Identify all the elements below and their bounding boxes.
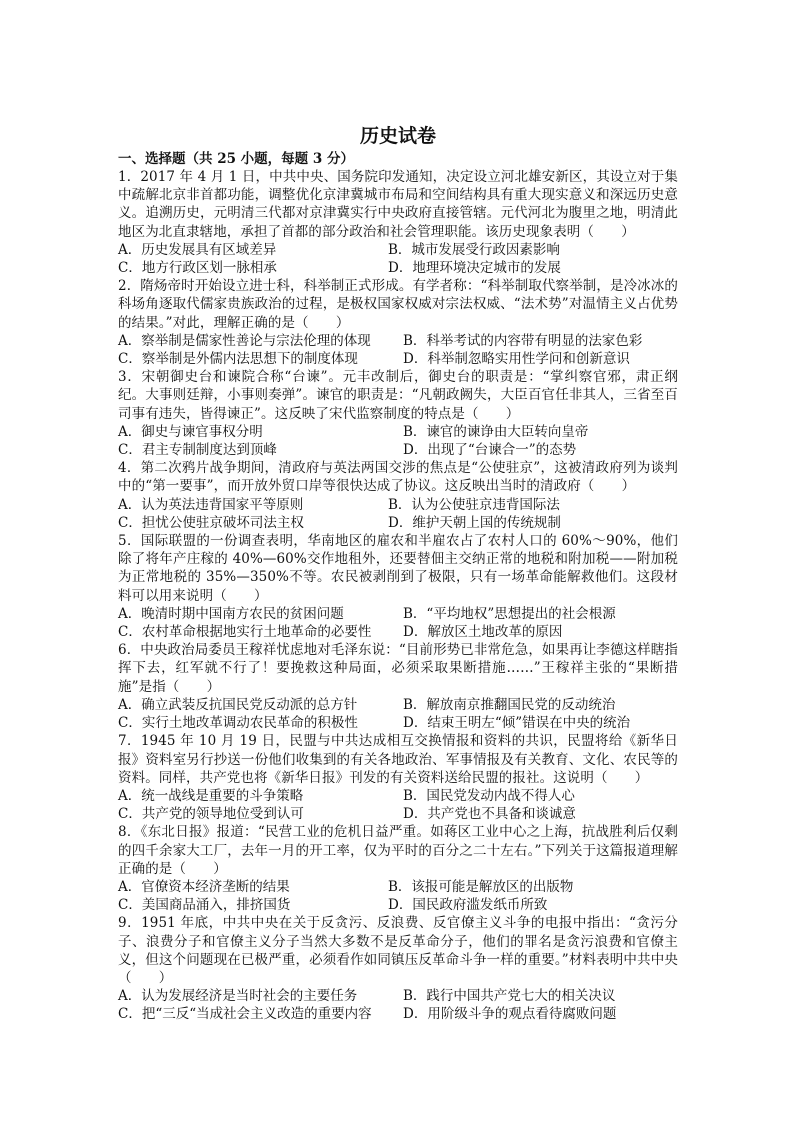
option-d: D．出现了“台谏合一”的态势 [403, 442, 577, 459]
question-5 [118, 532, 678, 641]
option-d: D．维护天朝上国的传统规制 [388, 514, 561, 531]
question-9 [118, 914, 678, 1023]
option-a: A．历史发展具有区域差异 [118, 241, 277, 258]
option-b: B．解放南京推翻国民党的反动统治 [403, 696, 616, 713]
option-c: C．把“三反“当成社会主义改造的重要内容 [118, 1006, 372, 1023]
question-stem: 8．《东北日报》报道：“民营工业的危机日益严重。如蒋区工业中心之上海，抗战胜利后仅剩的四千余家大工厂，去年一月的开工率，仅为平时的百分之二十左右。”下列关于这篇报道理解正确的是（ ） [118, 824, 678, 877]
option-a: A．认为发展经济是当时社会的主要任务 [118, 988, 358, 1005]
exam-title: 历史试卷 [359, 125, 436, 147]
option-c: C．君主专制制度达到顶峰 [118, 442, 277, 459]
option-c: C．实行土地改革调动农民革命的积极性 [118, 715, 358, 732]
option-d: D．科举制忽略实用性学问和创新意识 [403, 351, 630, 368]
option-b: B．国民党发动内战不得人心 [403, 787, 575, 804]
question-8 [118, 823, 678, 914]
question-stem: 7．1945 年 10 月 19 日，民盟与中共达成相互交换情报和资料的共识，民盟将给《新华日报》资料室另行抄送一份他们收集到的有关各地政治、军事情报及有关教育、文化、农民等的资料。同样，共产党也将《新华日报》刊发的有关资料送给民盟的报社。这说明（ ） [118, 733, 678, 786]
option-c: C．地方行政区划一脉相承 [118, 260, 277, 277]
option-a: A．晚清时期中国南方农民的贫困问题 [118, 605, 344, 622]
option-c: C．共产党的领导地位受到认可 [118, 806, 304, 823]
question-stem: 1．2017 年 4 月 1 日，中共中央、国务院印发通知，决定设立河北雄安新区，其设立对于集中疏解北京非首都功能，调整优化京津冀城市布局和空间结构具有重大现实意义和深远历史意义。追溯历史，元明清三代都对京津冀实行中央政府直接管辖。元代河北为腹里之地，明清此地区为北直隶辖地，承担了首都的部分政治和社会管理职能。该历史现象表明（ ） [118, 169, 678, 240]
option-a: A．统一战线是重要的斗争策略 [118, 787, 304, 804]
option-b: B．谏官的谏诤由大臣转向皇帝 [403, 423, 589, 440]
option-b: B．该报可能是解放区的出版物 [388, 878, 574, 895]
option-b: B．践行中国共产党七大的相关决议 [403, 988, 616, 1005]
option-a: A．官僚资本经济垄断的结果 [118, 878, 290, 895]
option-d: D．解放区土地改革的原因 [403, 624, 563, 641]
option-c: C．农村革命根据地实行土地革命的必要性 [118, 624, 372, 641]
option-c: C．美国商品涌入，排挤国货 [118, 897, 291, 914]
option-d: D．共产党也不具备和谈诚意 [403, 806, 576, 823]
option-a: A．察举制是儒家性善论与宗法伦理的体现 [118, 332, 371, 349]
option-a: A．确立武装反抗国民党反动派的总方针 [118, 696, 358, 713]
option-b: B．城市发展受行政因素影响 [388, 241, 560, 258]
question-stem: 6．中央政治局委员王稼祥忧虑地对毛泽东说：“目前形势已非常危急，如果再让李德这样瞎指挥下去，红军就不行了！要挽救这种局面，必须采取果断措施……”王稼祥主张的“果断措施”是指（ ） [118, 642, 678, 695]
question-1 [118, 168, 678, 277]
option-b: B．科举考试的内容带有明显的法家色彩 [403, 332, 643, 349]
option-d: D．地理环境决定城市的发展 [388, 260, 561, 277]
option-b: B．认为公使驻京违背国际法 [388, 496, 560, 513]
question-stem: 4．第二次鸦片战争期间，清政府与英法两国交涉的焦点是“公使驻京”，这被清政府列为谈判中的“第一要事”，而开放外贸口岸等很快达成了协议。这反映出当时的清政府（ ） [118, 460, 678, 495]
exam-page [118, 118, 678, 1024]
question-stem: 5．国际联盟的一份调查表明，华南地区的雇农和半雇农占了农村人口的 60%～90%，他们除了将年产庄稼的 40%—60%交作地租外，还要替佃主交纳正常的地税和附加税——附加税为正常地税的 35%—350%不等。农民被剥削到了极限，只有一场革命能解救他们。这段材料可以用来说明（ ） [118, 533, 678, 604]
question-4 [118, 459, 678, 532]
question-stem: 9．1951 年底，中共中央在关于反贪污、反浪费、反官僚主义斗争的电报中指出：“贪污分子、浪费分子和官僚主义分子当然大多数不是反革命分子，他们的罪名是贪污浪费和官僚主义，但这个问题现在已极严重，必须看作如同镇压反革命斗争一样的重要。”材料表明中共中央（ ） [118, 915, 678, 986]
section-heading: 一、选择题（共 25 小题，每题 3 分） [118, 151, 354, 167]
option-c: C．担忧公使驻京破坏司法主权 [118, 514, 304, 531]
question-stem: 3．宋朝御史台和谏院合称“台谏”。元丰改制后，御史台的职责是：“掌纠察官邪，肃正纲纪。大事则廷辩，小事则奏弹”。谏官的职责是：“凡朝政阙失，大臣百官任非其人，三省至百司事有违失，皆得谏正”。这反映了宋代监察制度的特点是（ ） [118, 369, 678, 422]
option-a: A．御史与谏官事权分明 [118, 423, 263, 440]
option-d: D．用阶级斗争的观点看待腐败问题 [403, 1006, 617, 1023]
option-b: B．“平均地权”思想提出的社会根源 [403, 605, 616, 622]
question-6 [118, 641, 678, 732]
question-3 [118, 368, 678, 459]
question-stem: 2．隋炀帝时开始设立进士科，科举制正式形成。有学者称：“科举制取代察举制，是冷冰冰的科场角逐取代儒家贵族政治的过程，是极权国家权威对宗法权威、“法术势”对温情主义占优势的结果。”对此，理解正确的是（ ） [118, 278, 678, 331]
option-a: A．认为英法违背国家平等原则 [118, 496, 304, 513]
option-d: D．国民政府滥发纸币所致 [388, 897, 548, 914]
option-d: D．结束王明左“倾”错误在中央的统治 [403, 715, 631, 732]
question-2 [118, 277, 678, 368]
question-7 [118, 732, 678, 823]
option-c: C．察举制是外儒内法思想下的制度体现 [118, 351, 358, 368]
